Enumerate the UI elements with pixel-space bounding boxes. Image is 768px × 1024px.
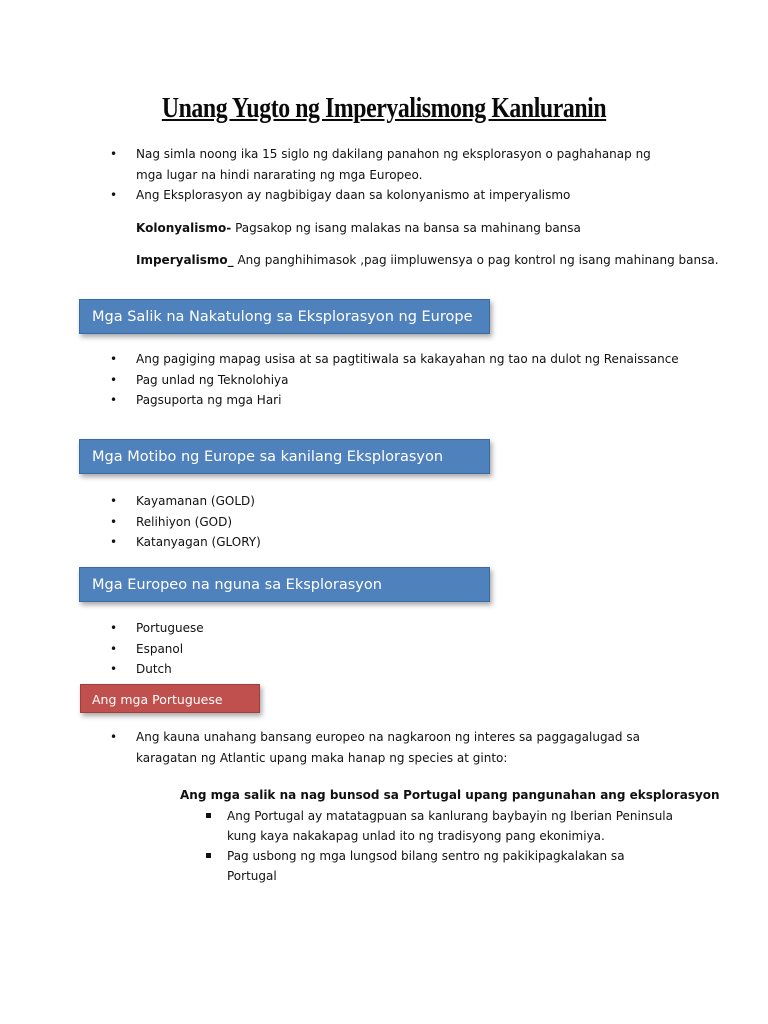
section-heading-salik: Mga Salik na Nakatulong sa Eksplorasyon ng Europe [79,299,490,334]
europeo-list [110,618,510,680]
section-heading-portuguese: Ang mga Portuguese [80,684,260,713]
motibo-list [110,491,510,553]
portuguese-list [110,727,685,768]
list-item: • Ang Eksplorasyon ay nagbibigay daan sa kolonyanismo at imperyalismo [110,185,680,206]
list-item: • Relihiyon (GOD) [110,512,510,533]
list-item: • Ang kauna unahang bansang europeo na nagkaroon ng interes sa paggagalugad sa karagatan ng Atlantic upang maka hanap ng species at ginto: [110,727,685,768]
definition-text: Pagsakop ng isang malakas na bansa sa mahinang bansa [231,221,581,235]
list-item: Pag usbong ng mga lungsod bilang sentro ng pakikipagkalakan sa Portugal [206,846,676,886]
list-item: Ang Portugal ay matatagpuan sa kanlurang baybayin ng Iberian Peninsula kung kaya nakakapag unlad ito ng tradisyong pang ekonimiya. [206,806,676,846]
list-item: • Katanyagan (GLORY) [110,532,510,553]
list-item: • Pagsuporta ng mga Hari [110,390,710,411]
list-item: • Ang pagiging mapag usisa at sa pagtitiwala sa kakayahan ng tao na dulot ng Renaissance [110,349,710,370]
list-item: • Kayamanan (GOLD) [110,491,510,512]
list-item: • Espanol [110,639,510,660]
definition-term: Kolonyalismo- [136,221,232,235]
definition-kolonyalismo [136,218,581,238]
list-item: • Dutch [110,659,510,680]
definition-text: Ang panghihimasok ,pag iimpluwensya o pag kontrol ng isang mahinang bansa. [233,253,719,267]
portuguese-subheading: Ang mga salik na nag bunsod sa Portugal upang pangunahan ang eksplorasyon [180,788,720,802]
salik-list [110,349,710,411]
list-item: • Pag unlad ng Teknolohiya [110,370,710,391]
definition-term: Imperyalismo_ [136,253,234,267]
list-item: • Nag simla noong ika 15 siglo ng dakilang panahon ng eksplorasyon o paghahanap ng mga lugar na hindi nararating ng mga Europeo. [110,144,680,185]
portuguese-sublist [206,806,676,886]
definition-imperyalismo [136,250,719,270]
intro-list [110,144,680,206]
page-title: Unang Yugto ng Imperyalismong Kanluranin [161,92,607,124]
list-item: • Portuguese [110,618,510,639]
section-heading-europeo: Mga Europeo na nguna sa Eksplorasyon [79,567,490,602]
section-heading-motibo: Mga Motibo ng Europe sa kanilang Eksplorasyon [79,439,490,474]
